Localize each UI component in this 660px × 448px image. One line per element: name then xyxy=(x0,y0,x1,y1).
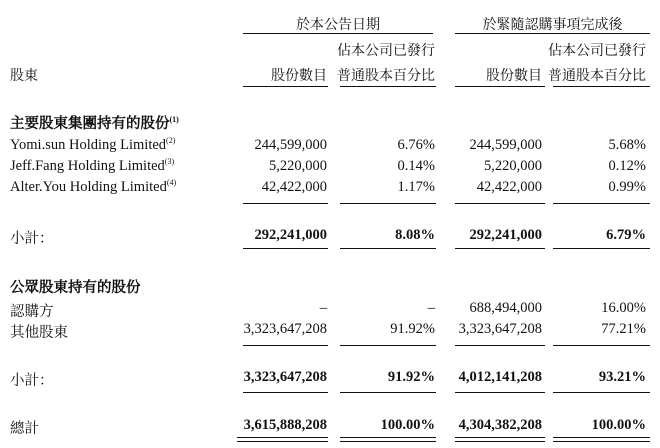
subtotal1-pct-after: 6.79% xyxy=(606,227,646,243)
subtotal1-bottom-rule-pct-after xyxy=(553,248,650,249)
header-pct-after-line1: 佔本公司已發行 xyxy=(548,44,646,59)
total-double-rule-shares-before xyxy=(237,437,328,442)
subtotal1-label: 小計： xyxy=(10,231,54,247)
total-double-rule-pct-before xyxy=(340,437,436,442)
pct-after-cell: 16.00% xyxy=(601,300,646,316)
header-underline-shares-after xyxy=(455,86,545,87)
row-note: (2) xyxy=(166,136,176,146)
header-group-before: 於本公告日期 xyxy=(296,18,380,33)
header-underline-pct-after xyxy=(553,86,650,87)
subtotal2-bottom-rule-pct-before xyxy=(340,392,436,393)
total-label: 總計 xyxy=(10,421,39,437)
subtotal2-pct-after: 93.21% xyxy=(598,369,646,385)
pct-after-cell: 0.12% xyxy=(608,158,646,174)
section1-title-text: 主要股東集團持有的股份 xyxy=(10,116,170,132)
shares-before-cell: – xyxy=(319,300,327,316)
table-row-label xyxy=(10,137,175,154)
shares-after-cell: 244,599,000 xyxy=(469,137,542,153)
subtotal1-bottom-rule-shares-before xyxy=(243,248,328,249)
pct-before-cell: 91.92% xyxy=(390,321,435,337)
total-shares-after: 4,304,382,208 xyxy=(458,417,542,433)
row-note: (4) xyxy=(166,178,177,188)
header-shares-after: 股份數目 xyxy=(486,69,542,84)
subtotal2-rule-pct-before xyxy=(340,345,436,346)
subtotal2-rule-pct-after xyxy=(553,345,650,346)
total-shares-before: 3,615,888,208 xyxy=(243,417,327,433)
subtotal2-bottom-rule-shares-after xyxy=(455,392,545,393)
shares-before-cell: 42,422,000 xyxy=(261,179,327,195)
row-name: Jeff.Fang Holding Limited xyxy=(10,158,165,174)
shares-before-cell: 244,599,000 xyxy=(254,137,327,153)
section2-title: 公眾股東持有的股份 xyxy=(10,280,141,296)
shares-after-cell: 3,323,647,208 xyxy=(458,321,542,337)
header-pct-before-line2: 普通股本百分比 xyxy=(337,69,435,84)
section1-title xyxy=(10,112,179,133)
subtotal1-bottom-rule-shares-after xyxy=(455,248,545,249)
subtotal2-label: 小計： xyxy=(10,373,54,389)
subtotal2-rule-shares-after xyxy=(455,345,545,346)
subtotal1-rule-shares-after xyxy=(455,203,545,204)
subtotal2-bottom-rule-shares-before xyxy=(243,392,328,393)
table-row-label xyxy=(10,179,176,196)
subtotal1-rule-shares-before xyxy=(243,203,328,204)
header-group-after: 於緊隨認購事項完成後 xyxy=(482,18,623,33)
header-pct-after-line2: 普通股本百分比 xyxy=(548,69,646,84)
header-row-label: 股東 xyxy=(10,69,38,84)
subtotal1-pct-before: 8.08% xyxy=(395,227,435,243)
row-name: Yomi.sun Holding Limited xyxy=(10,137,167,153)
header-underline-shares-before xyxy=(243,86,328,87)
shares-before-cell: 5,220,000 xyxy=(269,158,327,174)
subtotal1-rule-pct-after xyxy=(553,203,650,204)
subtotal2-rule-shares-before xyxy=(243,345,328,346)
pct-after-cell: 0.99% xyxy=(608,179,646,195)
subtotal2-shares-after: 4,012,141,208 xyxy=(458,369,542,385)
row-name: Alter.You Holding Limited xyxy=(10,179,167,195)
total-double-rule-shares-after xyxy=(455,437,545,442)
total-double-rule-pct-after xyxy=(553,437,650,442)
subtotal1-bottom-rule-pct-before xyxy=(340,248,436,249)
pct-after-cell: 5.68% xyxy=(608,137,646,153)
shares-before-cell: 3,323,647,208 xyxy=(243,321,327,337)
header-shares-before: 股份數目 xyxy=(271,69,327,84)
header-group-before-rule xyxy=(243,33,433,34)
total-pct-after: 100.00% xyxy=(591,417,646,433)
pct-before-cell: 0.14% xyxy=(397,158,435,174)
subtotal2-bottom-rule-pct-after xyxy=(553,392,650,393)
pct-before-cell: – xyxy=(427,300,435,316)
header-underline-pct-before xyxy=(340,86,436,87)
shares-after-cell: 5,220,000 xyxy=(484,158,542,174)
shares-after-cell: 688,494,000 xyxy=(469,300,542,316)
subtotal1-rule-pct-before xyxy=(340,203,436,204)
pct-before-cell: 6.76% xyxy=(397,137,435,153)
table-row-label xyxy=(10,158,174,175)
subtotal2-pct-before: 91.92% xyxy=(387,369,435,385)
pct-after-cell: 77.21% xyxy=(601,321,646,337)
header-pct-before-line1: 佔本公司已發行 xyxy=(337,44,435,59)
shares-after-cell: 42,422,000 xyxy=(476,179,542,195)
subtotal2-shares-before: 3,323,647,208 xyxy=(243,369,327,385)
section1-title-note: (1) xyxy=(169,115,179,125)
subtotal1-shares-after: 292,241,000 xyxy=(469,227,542,243)
total-pct-before: 100.00% xyxy=(380,417,435,433)
pct-before-cell: 1.17% xyxy=(397,179,435,195)
header-group-after-rule xyxy=(455,33,650,34)
row-note: (3) xyxy=(164,157,175,167)
row-name: 其他股東 xyxy=(10,325,68,341)
subtotal1-shares-before: 292,241,000 xyxy=(254,227,327,243)
row-name: 認購方 xyxy=(10,304,54,320)
